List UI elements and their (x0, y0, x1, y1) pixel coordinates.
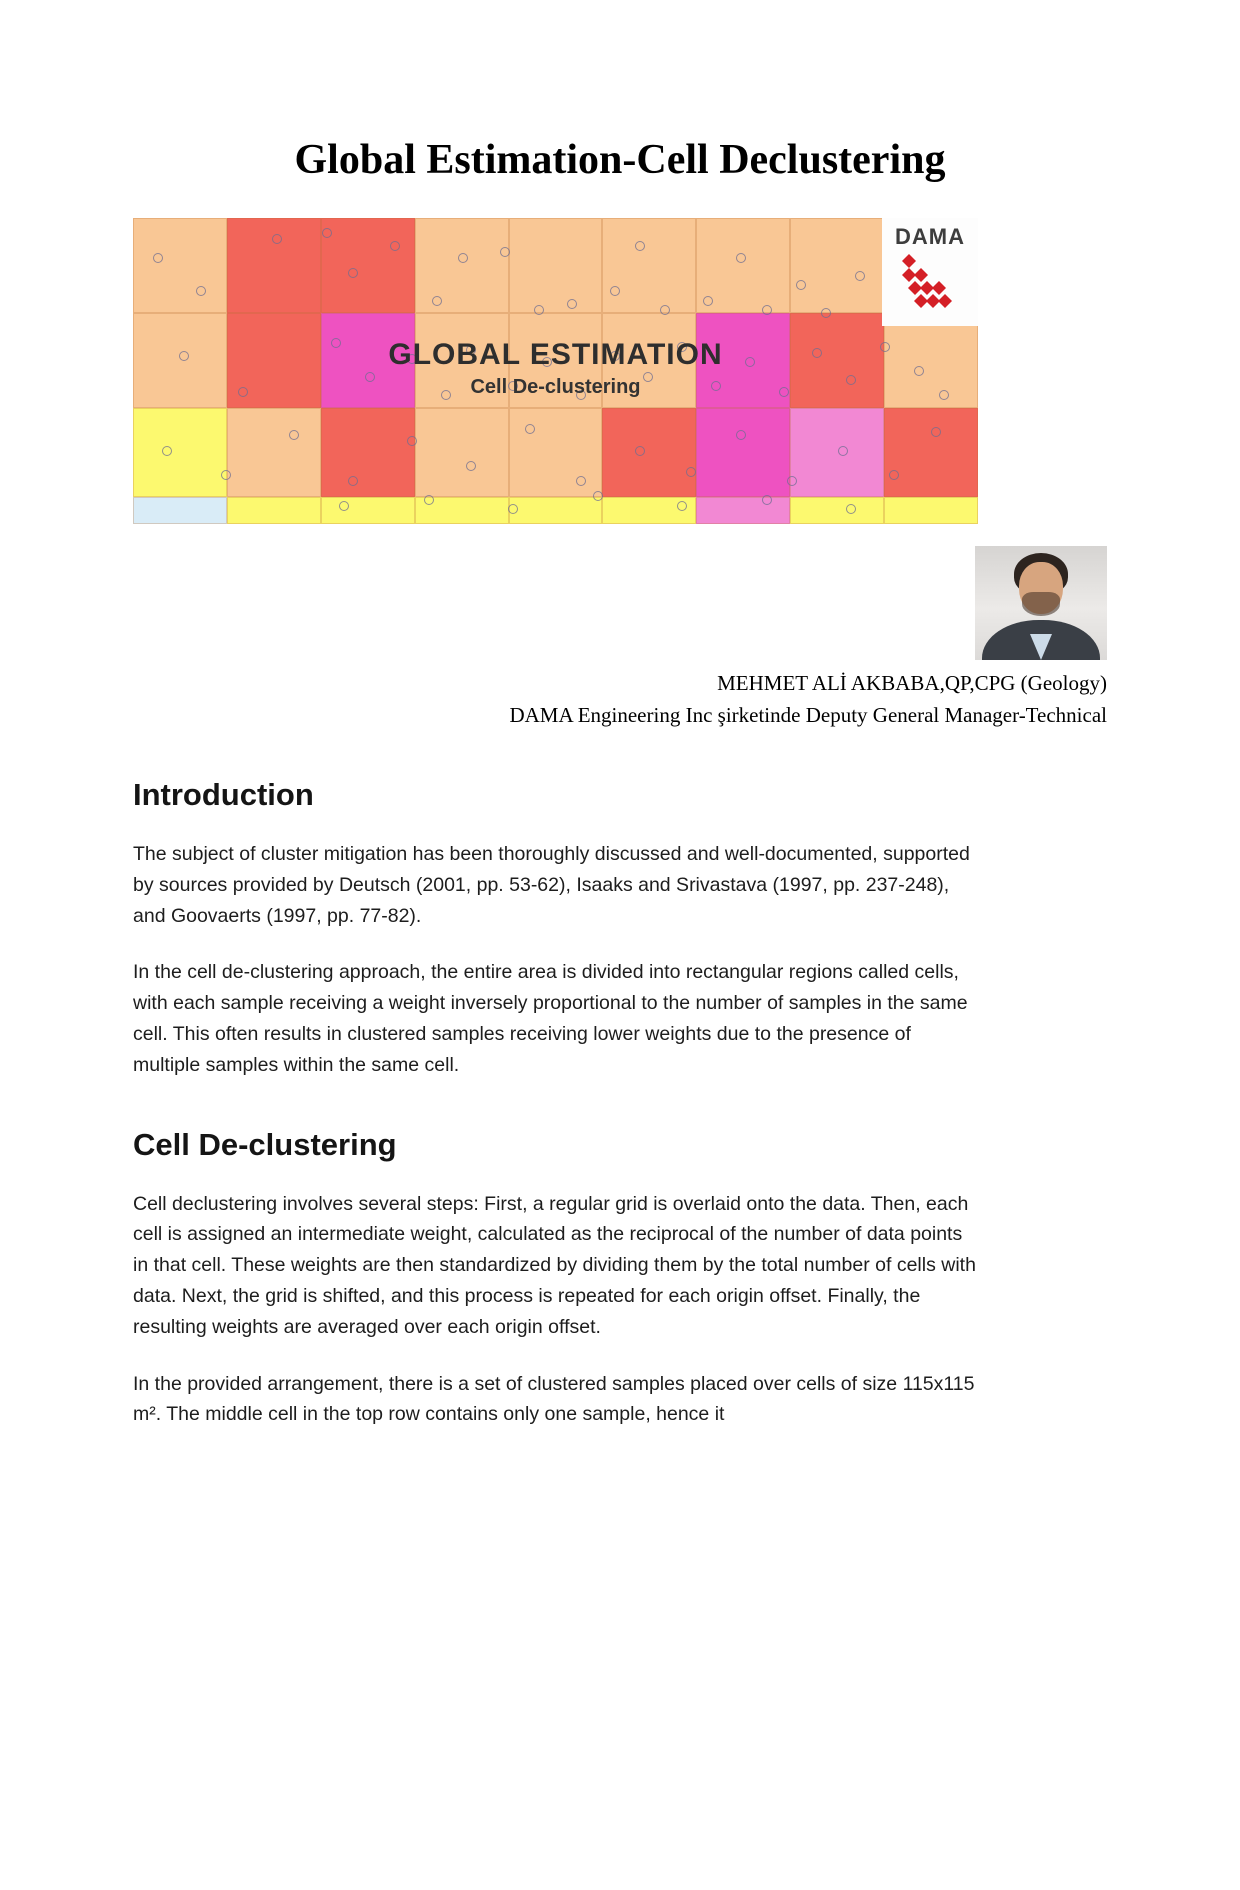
sample-point (365, 372, 375, 382)
sample-point (331, 338, 341, 348)
sample-point (686, 467, 696, 477)
dama-logo-diamonds-icon (899, 254, 961, 314)
sample-point (390, 241, 400, 251)
sample-point (525, 424, 535, 434)
sample-point (736, 253, 746, 263)
sample-point (821, 308, 831, 318)
sample-point (838, 446, 848, 456)
author-block (133, 668, 1107, 731)
document-title: Global Estimation-Cell Declustering (294, 137, 946, 183)
sample-point (567, 299, 577, 309)
sample-point (466, 461, 476, 471)
sample-point (466, 345, 476, 355)
sample-point (846, 375, 856, 385)
sample-point (796, 280, 806, 290)
sample-point (762, 495, 772, 505)
author-photo-row (133, 546, 1107, 660)
sample-point (855, 271, 865, 281)
sample-point (322, 228, 332, 238)
sample-point (153, 253, 163, 263)
sample-point (660, 305, 670, 315)
sample-point (779, 387, 789, 397)
sample-point (736, 430, 746, 440)
body-paragraph: The subject of cluster mitigation has been thoroughly discussed and well-documented, supported by sources provided by Deutsch (2001, pp. 53-62), Isaaks and Srivastava (1997, pp. 237-248), and Goovaerts (1997, pp. 77-82). (133, 843, 970, 927)
sample-point (889, 470, 899, 480)
sample-point (441, 390, 451, 400)
sample-point (432, 296, 442, 306)
document-page (0, 136, 1240, 1430)
body-paragraph: In the provided arrangement, there is a set of clustered samples placed over cells of size 115x115 m². The middle cell in the top row contains only one sample, hence it (133, 1372, 975, 1426)
banner-heading: GLOBAL ESTIMATION (388, 338, 723, 371)
sample-point (812, 348, 822, 358)
sample-point (610, 351, 620, 361)
sample-point (593, 491, 603, 501)
sample-point (348, 268, 358, 278)
sample-point (179, 351, 189, 361)
sample-point (677, 501, 687, 511)
sample-point (703, 296, 713, 306)
sample-point (787, 476, 797, 486)
sample-point (458, 253, 468, 263)
section-heading-cell-declustering: Cell De-clustering (133, 1126, 397, 1162)
sample-point (238, 387, 248, 397)
dama-logo (882, 218, 978, 326)
sample-point (745, 357, 755, 367)
author-title: DAMA Engineering Inc şirketinde Deputy General Manager-Technical (509, 702, 1107, 727)
sample-point (576, 476, 586, 486)
sample-point (407, 436, 417, 446)
sample-point (289, 430, 299, 440)
sample-point (508, 381, 518, 391)
sample-point (272, 234, 282, 244)
sample-point (880, 342, 890, 352)
sample-point (635, 446, 645, 456)
sample-point (931, 427, 941, 437)
dama-logo-text: DAMA (895, 224, 965, 249)
sample-point (424, 495, 434, 505)
banner-subheading: Cell De-clustering (470, 376, 641, 398)
sample-point (407, 354, 417, 364)
sample-point (221, 470, 231, 480)
body-paragraph: In the cell de-clustering approach, the entire area is divided into rectangular regions called cells, with each sample receiving a weight inversely proportional to the number of samples in the same cell. This often results in clustered samples receiving lower weights due to the presence of multiple samples within the same cell. (133, 961, 968, 1076)
sample-point (939, 390, 949, 400)
sample-point (508, 504, 518, 514)
sample-point (610, 286, 620, 296)
sample-point (846, 504, 856, 514)
sample-point (500, 247, 510, 257)
sample-point (339, 501, 349, 511)
sample-point (196, 286, 206, 296)
sample-point (576, 390, 586, 400)
sample-point (677, 342, 687, 352)
banner-image (133, 218, 978, 524)
photo-beard (1022, 592, 1060, 616)
body-paragraph: Cell declustering involves several steps: First, a regular grid is overlaid onto the data. Then, each cell is assigned an intermediate weight, calculated as the reciprocal of the number of data points in that cell. These weights are then standardized by dividing them by the total number of cells with data. Next, the grid is shifted, and this process is repeated for each origin offset. Finally, the resulting weights are averaged over each origin offset. (133, 1192, 976, 1338)
sample-point (635, 241, 645, 251)
sample-point (711, 381, 721, 391)
sample-point (643, 372, 653, 382)
sample-point (914, 366, 924, 376)
sample-point (542, 357, 552, 367)
author-photo (975, 546, 1107, 660)
banner-sample-dots (133, 218, 978, 524)
sample-point (762, 305, 772, 315)
sample-point (162, 446, 172, 456)
author-name: MEHMET ALİ AKBABA,QP,CPG (Geology) (717, 671, 1107, 695)
sample-point (534, 305, 544, 315)
sample-point (348, 476, 358, 486)
section-heading-introduction: Introduction (133, 777, 314, 812)
